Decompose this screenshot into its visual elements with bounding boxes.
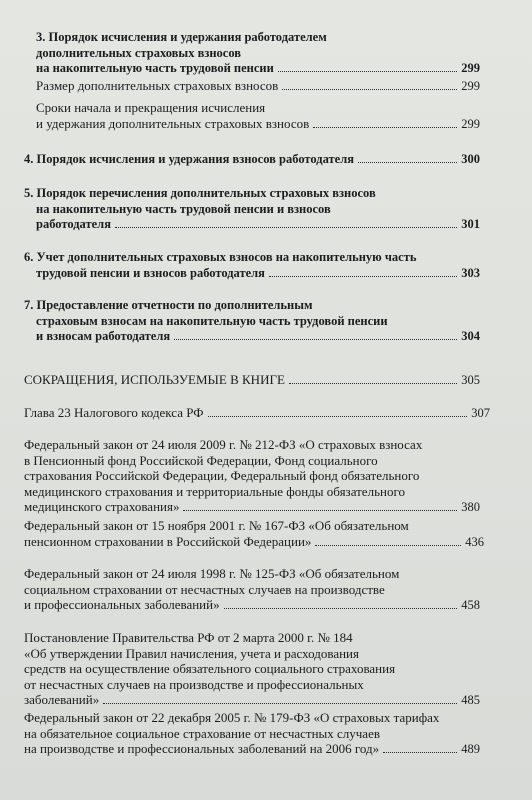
toc-entry-line: на производстве и профессиональных заболеваний на 2006 год» xyxy=(24,741,380,756)
toc-page-number: 380 xyxy=(461,500,480,514)
toc-page-number: 299 xyxy=(461,79,480,93)
toc-entry-line: работодателя xyxy=(36,217,111,231)
dot-leader xyxy=(269,276,457,277)
toc-entry-law-125[interactable] xyxy=(24,566,480,614)
toc-entry-line: 4. Порядок исчисления и удержания взносов работодателя xyxy=(24,152,354,166)
toc-entry-line: медицинского страхования и территориальные фонды обязательного xyxy=(24,483,405,499)
toc-page-number: 485 xyxy=(461,693,480,707)
toc-page-number: 299 xyxy=(461,116,480,131)
dot-leader xyxy=(115,227,457,228)
dot-leader xyxy=(224,608,458,609)
toc-entry-line: пенсионном страховании в Российской Федерации» xyxy=(24,533,312,549)
toc-entry-section-4[interactable] xyxy=(24,152,480,168)
dot-leader xyxy=(289,383,457,384)
dot-leader xyxy=(313,127,457,128)
toc-entry-section-3[interactable] xyxy=(36,30,480,77)
toc-entry-abbreviations[interactable] xyxy=(24,372,480,389)
toc-entry-line: Размер дополнительных страховых взносов xyxy=(36,78,279,93)
dot-leader xyxy=(282,89,457,90)
toc-entry-line: и взносам работодателя xyxy=(36,329,171,343)
toc-entry-section-5[interactable] xyxy=(24,186,480,233)
toc-page-number: 301 xyxy=(461,217,480,231)
toc-entry-subsection-terms[interactable] xyxy=(36,100,480,132)
toc-entry-line: Сроки начала и прекращения исчисления xyxy=(36,100,266,115)
toc-entry-line: «Об утверждении Правил начисления, учета и расходования xyxy=(24,645,359,661)
toc-entry-line: страхования Российской Федерации, Федеральный фонд обязательного xyxy=(24,468,420,483)
toc-page-number: 300 xyxy=(461,152,480,166)
toc-page-number: 305 xyxy=(461,373,480,387)
toc-entry-law-167[interactable] xyxy=(24,518,484,550)
toc-page-number: 489 xyxy=(461,742,480,756)
toc-entry-law-212[interactable] xyxy=(24,437,480,516)
dot-leader xyxy=(183,510,457,511)
toc-page-number: 304 xyxy=(461,329,480,343)
dot-leader xyxy=(208,416,468,417)
toc-entry-line: социальном страховании от несчастных случаев на производстве xyxy=(24,581,385,597)
dot-leader xyxy=(358,162,457,163)
toc-entry-line: 5. Порядок перечисления дополнительных страховых взносов xyxy=(24,186,376,200)
toc-page-number: 458 xyxy=(461,598,480,612)
toc-entry-line: средств на осуществление обязательного социального страхования xyxy=(24,661,396,676)
toc-entry-line: трудовой пенсии и взносов работодателя xyxy=(36,265,265,280)
toc-entry-line: и удержания дополнительных страховых взносов xyxy=(36,115,310,131)
dot-leader xyxy=(174,339,457,340)
dot-leader xyxy=(383,752,457,753)
toc-entry-line: Глава 23 Налогового кодекса РФ xyxy=(24,405,204,420)
toc-entry-line: на обязательное социальное страхование от несчастных случаев xyxy=(24,725,380,741)
dot-leader xyxy=(278,71,457,72)
toc-entry-line: 6. Учет дополнительных страховых взносов на накопительную часть xyxy=(24,250,417,264)
toc-entry-section-7[interactable] xyxy=(24,298,480,345)
toc-entry-line: от несчастных случаев на производстве и профессиональных xyxy=(24,676,364,692)
toc-entry-line: на накопительную часть трудовой пенсии и взносов xyxy=(36,201,331,216)
toc-entry-line: страховым взносам на накопительную часть трудовой пенсии xyxy=(36,313,388,328)
toc-entry-line: дополнительных страховых взносов xyxy=(36,45,242,60)
toc-entry-line: Федеральный закон от 24 июля 1998 г. № 125-ФЗ «Об обязательном xyxy=(24,566,400,581)
dot-leader xyxy=(315,545,461,546)
toc-entry-line: заболеваний» xyxy=(24,692,100,707)
toc-entry-subsection-rate[interactable] xyxy=(36,78,480,95)
toc-page-number: 303 xyxy=(461,265,480,280)
toc-entry-line: медицинского страхования» xyxy=(24,499,180,514)
toc-page-number: 436 xyxy=(465,534,484,549)
toc-entry-line: Постановление Правительства РФ от 2 марта 2000 г. № 184 xyxy=(24,630,353,645)
toc-entry-line: на накопительную часть трудовой пенсии xyxy=(36,61,274,75)
toc-entry-line: Федеральный закон от 24 июля 2009 г. № 212-ФЗ «О страховых взносах xyxy=(24,437,423,452)
toc-entry-line: 3. Порядок исчисления и удержания работодателем xyxy=(36,30,327,44)
toc-entry-tax-code[interactable] xyxy=(24,405,490,422)
toc-entry-decree-184[interactable] xyxy=(24,630,480,709)
toc-entry-line: Федеральный закон от 22 декабря 2005 г. № 179-ФЗ «О страховых тарифах xyxy=(24,710,440,725)
toc-entry-line: и профессиональных заболеваний» xyxy=(24,597,220,612)
toc-entry-law-179[interactable] xyxy=(24,710,480,758)
toc-entry-line: Федеральный закон от 15 ноября 2001 г. № 167-ФЗ «Об обязательном xyxy=(24,518,409,533)
toc-entry-line: 7. Предоставление отчетности по дополнительным xyxy=(24,298,313,312)
toc-entry-section-6[interactable] xyxy=(24,250,480,281)
toc-page-number: 307 xyxy=(471,406,490,420)
toc-page-number: 299 xyxy=(461,61,480,75)
toc-entry-line: СОКРАЩЕНИЯ, ИСПОЛЬЗУЕМЫЕ В КНИГЕ xyxy=(24,372,285,387)
dot-leader xyxy=(103,703,457,704)
toc-entry-line: в Пенсионный фонд Российской Федерации, Фонд социального xyxy=(24,452,378,468)
